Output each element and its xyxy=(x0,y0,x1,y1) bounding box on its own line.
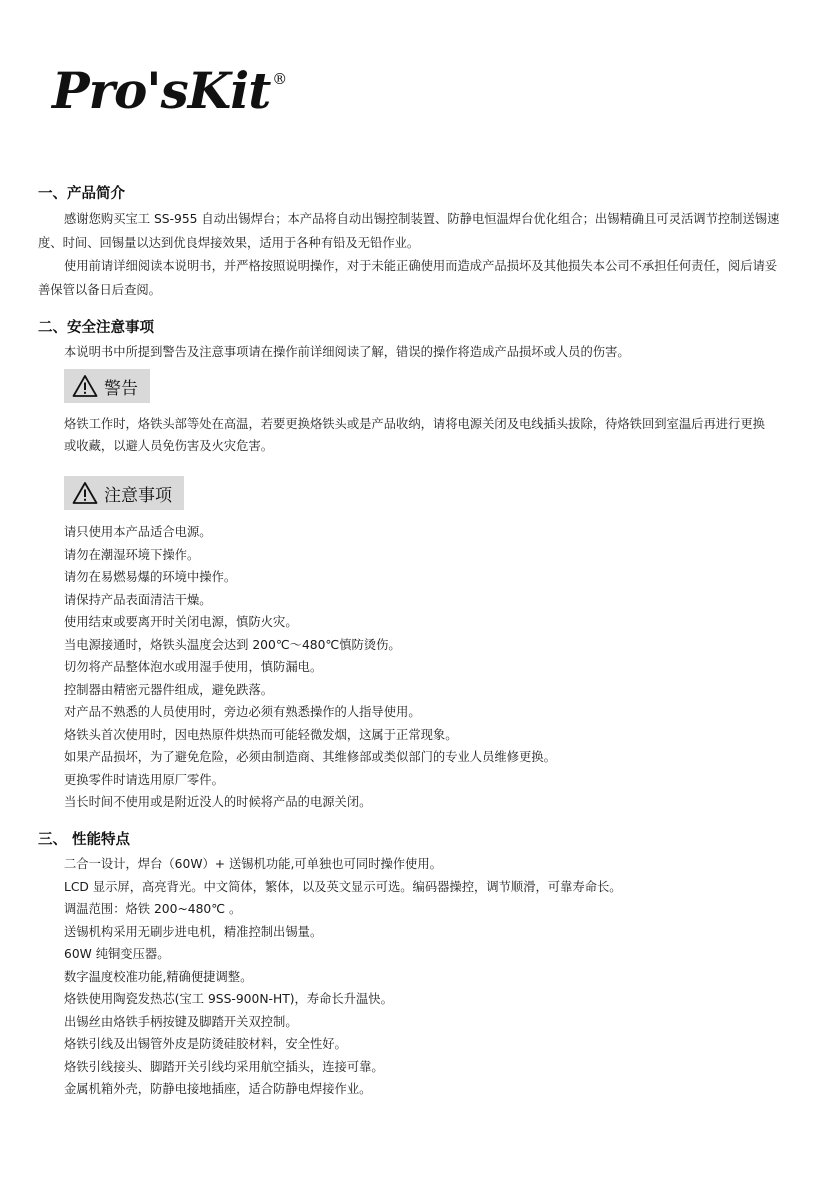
caution-list xyxy=(64,521,556,814)
section-title-features: 三、 性能特点 xyxy=(38,832,131,848)
caution-item: 当长时间不使用或是附近没人的时候将产品的电源关闭。 xyxy=(64,795,372,809)
section-title-intro: 一、产品简介 xyxy=(38,186,125,202)
registered-mark: ® xyxy=(272,70,287,88)
caution-item: 当电源接通时，烙铁头温度会达到 200℃～480℃慎防烫伤。 xyxy=(64,637,401,652)
caution-label: 注意事项 xyxy=(104,485,172,506)
safety-intro: 本说明书中所提到警告及注意事项请在操作前详细阅读了解，错误的操作将造成产品损坏或人员的伤害。 xyxy=(64,345,630,359)
caution-triangle-icon xyxy=(72,481,98,505)
intro-paragraph-1: 感谢您购买宝工 SS-955 自动出锡焊台；本产品将自动出锡控制装置、防静电恒温焊台优化组合；出锡精确且可灵活调节控制送锡速度、时间、回锡量以达到优良焊接效果，适用于各种有铅及无铅作业。 xyxy=(38,212,780,250)
caution-item: 使用结束或要离开时关闭电源，慎防火灾。 xyxy=(64,615,298,629)
caution-item: 请只使用本产品适合电源。 xyxy=(64,525,212,539)
feature-item: 数字温度校准功能,精确便捷调整。 xyxy=(64,969,253,984)
caution-item: 对产品不熟悉的人员使用时，旁边必须有熟悉操作的人指导使用。 xyxy=(64,705,421,719)
caution-item: 控制器由精密元器件组成，避免跌落。 xyxy=(64,682,274,697)
feature-item: 金属机箱外壳，防静电接地插座，适合防静电焊接作业。 xyxy=(64,1082,372,1096)
feature-item: 出锡丝由烙铁手柄按键及脚踏开关双控制。 xyxy=(64,1014,298,1029)
caution-item: 请勿在易燃易爆的环境中操作。 xyxy=(64,570,237,584)
feature-item: LCD 显示屏，高亮背光。中文简体，繁体，以及英文显示可选。编码器操控，调节顺滑，可靠寿命长。 xyxy=(64,879,622,894)
feature-item: 烙铁使用陶瓷发热芯(宝工 9SS-900N-HT)，寿命长升温快。 xyxy=(64,992,393,1006)
feature-item: 送锡机构采用无刷步进电机，精准控制出锡量。 xyxy=(64,924,323,939)
feature-item: 烙铁引线接头、脚踏开关引线均采用航空插头，连接可靠。 xyxy=(64,1059,384,1074)
caution-item: 更换零件时请选用原厂零件。 xyxy=(64,772,224,787)
feature-item: 二合一设计，焊台（60W）+ 送锡机功能,可单独也可同时操作使用。 xyxy=(64,857,442,871)
feature-item: 60W 纯铜变压器。 xyxy=(64,947,170,961)
feature-item: 调温范围：烙铁 200~480℃ 。 xyxy=(64,902,242,916)
proskit-logo xyxy=(52,62,286,120)
feature-item: 烙铁引线及出锡管外皮是防烫硅胶材料，安全性好。 xyxy=(64,1037,347,1051)
caution-item: 请保持产品表面清洁干燥。 xyxy=(64,592,212,607)
section-title-safety: 二、安全注意事项 xyxy=(38,320,154,336)
warning-header xyxy=(64,369,150,403)
caution-header xyxy=(64,476,184,510)
warning-label: 警告 xyxy=(104,378,138,399)
caution-item: 切勿将产品整体泡水或用湿手使用，慎防漏电。 xyxy=(64,660,323,674)
caution-item: 请勿在潮湿环境下操作。 xyxy=(64,547,200,562)
logo-text: Pro'sKit xyxy=(52,61,271,120)
features-list xyxy=(64,853,622,1101)
caution-item: 如果产品损坏，为了避免危险，必须由制造商、其维修部或类似部门的专业人员维修更换。 xyxy=(64,750,556,764)
intro-paragraph-2: 使用前请详细阅读本说明书，并严格按照说明操作，对于未能正确使用而造成产品损坏及其他损失本公司不承担任何责任，阅后请妥善保管以备日后查阅。 xyxy=(38,259,778,297)
warning-text: 烙铁工作时，烙铁头部等处在高温，若要更换烙铁头或是产品收纳，请将电源关闭及电线插头拔除，待烙铁回到室温后再进行更换或收藏，以避人员免伤害及火灾危害。 xyxy=(64,417,765,453)
caution-item: 烙铁头首次使用时，因电热原件烘热而可能轻微发烟，这属于正常现象。 xyxy=(64,727,458,742)
warning-triangle-icon xyxy=(72,374,98,398)
